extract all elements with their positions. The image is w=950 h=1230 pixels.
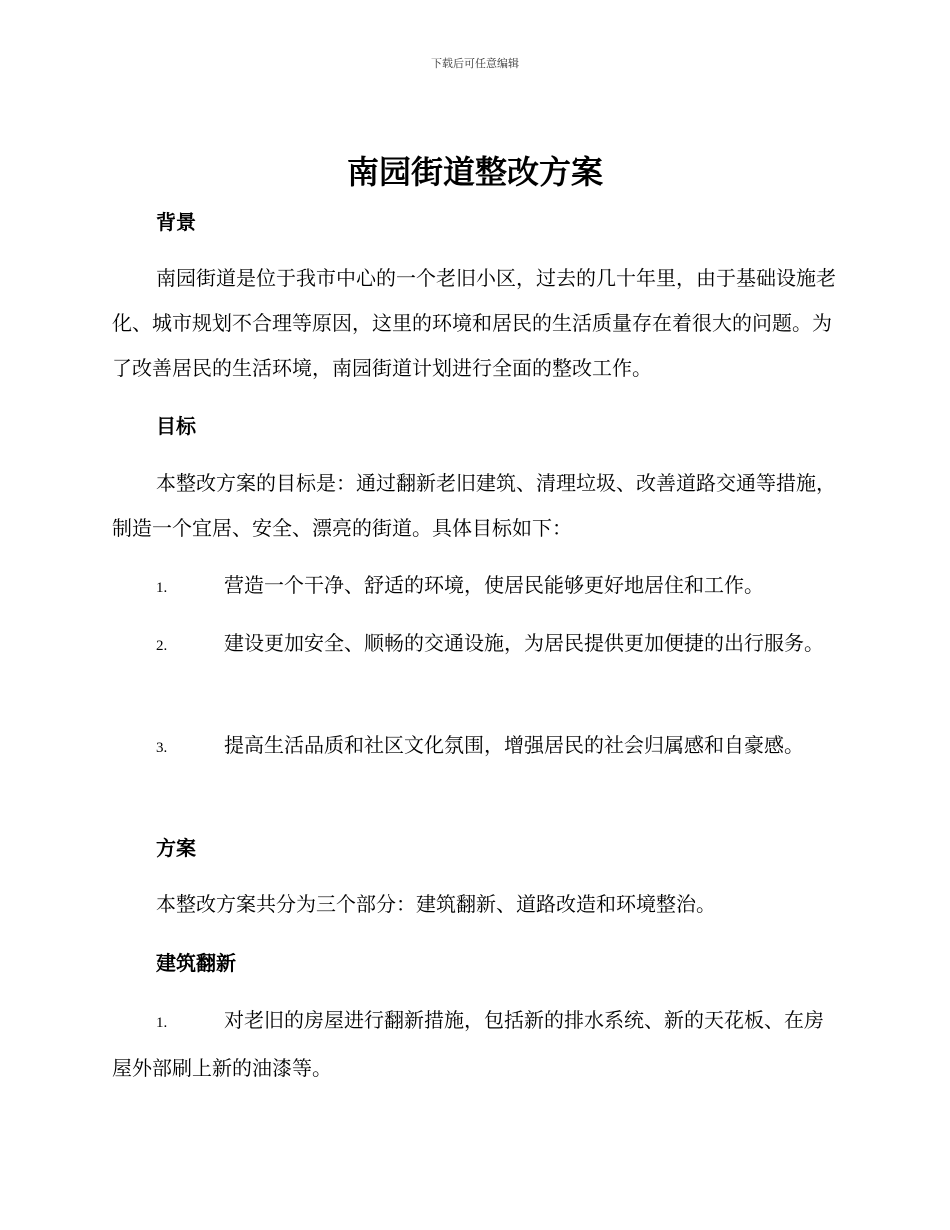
section-heading-goals: 目标 xyxy=(156,414,196,438)
goal-item-2 xyxy=(112,621,836,669)
building-item-1 xyxy=(112,998,836,1091)
list-item-text: 对老旧的房屋进行翻新措施，包括新的排水系统、新的天花板、在房屋外部刷上新的油漆等。 xyxy=(112,1008,824,1080)
goals-paragraph: 本整改方案的目标是：通过翻新老旧建筑、清理垃圾、改善道路交通等措施，制造一个宜居、安全、漂亮的街道。具体目标如下： xyxy=(112,471,836,540)
list-item-text: 营造一个干净、舒适的环境，使居民能够更好地居住和工作。 xyxy=(224,573,764,597)
list-number: 1. xyxy=(156,580,168,596)
plan-paragraph: 本整改方案共分为三个部分：建筑翻新、道路改造和环境整治。 xyxy=(156,892,716,916)
goal-item-3 xyxy=(112,723,836,771)
document-title: 南园街道整改方案 xyxy=(346,153,603,191)
section-heading-building: 建筑翻新 xyxy=(156,951,236,975)
section-heading-background: 背景 xyxy=(156,210,196,234)
goal-item-1 xyxy=(112,563,836,611)
list-item-text: 提高生活品质和社区文化氛围，增强居民的社会归属感和自豪感。 xyxy=(224,733,804,757)
list-item-text: 建设更加安全、顺畅的交通设施，为居民提供更加便捷的出行服务。 xyxy=(224,631,824,655)
background-paragraph: 南园街道是位于我市中心的一个老旧小区，过去的几十年里，由于基础设施老化、城市规划不合理等原因，这里的环境和居民的生活质量存在着很大的问题。为了改善居民的生活环境，南园街道计划进行全面的整改工作。 xyxy=(112,266,836,380)
list-number: 1. xyxy=(156,1015,168,1031)
list-number: 3. xyxy=(156,740,168,756)
section-heading-plan: 方案 xyxy=(156,836,196,860)
list-number: 2. xyxy=(156,638,168,654)
header-note: 下载后可任意编辑 xyxy=(431,57,519,70)
